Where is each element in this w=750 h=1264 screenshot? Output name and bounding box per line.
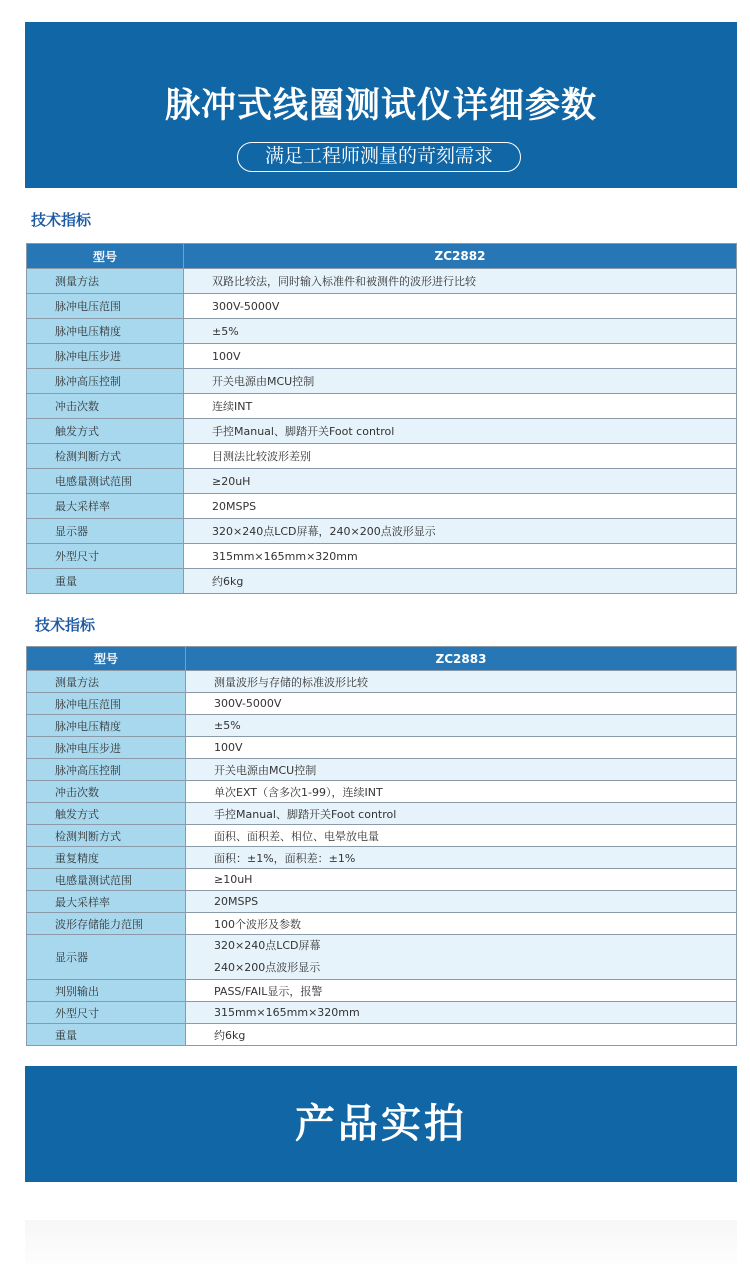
spec-value — [186, 935, 737, 980]
spec-value: 20MSPS — [184, 494, 737, 519]
table-row — [27, 444, 737, 469]
spec-value: 300V-5000V — [186, 693, 737, 715]
spec-key: 重复精度 — [27, 847, 186, 869]
table-header-row — [27, 244, 737, 269]
spec-key: 脉冲电压精度 — [27, 319, 184, 344]
table-row — [27, 294, 737, 319]
table-row — [27, 781, 737, 803]
spec-value: 约6kg — [186, 1024, 737, 1046]
spec-key: 冲击次数 — [27, 394, 184, 419]
spec-key: 最大采样率 — [27, 494, 184, 519]
spec-key: 外型尺寸 — [27, 1002, 186, 1024]
table-row — [27, 693, 737, 715]
table-row — [27, 847, 737, 869]
header-model-value: ZC2882 — [184, 244, 737, 269]
header-model-label: 型号 — [27, 244, 184, 269]
spec-value-line: 320×240点LCD屏幕 — [214, 939, 321, 952]
spec-key: 重量 — [27, 1024, 186, 1046]
spec-value: 100V — [186, 737, 737, 759]
table-row — [27, 319, 737, 344]
spec-value: 300V-5000V — [184, 294, 737, 319]
spec-value: 手控Manual、脚踏开关Foot control — [184, 419, 737, 444]
spec-key: 脉冲电压范围 — [27, 693, 186, 715]
spec-value: PASS/FAIL显示，报警 — [186, 980, 737, 1002]
table-row — [27, 869, 737, 891]
table-row — [27, 825, 737, 847]
table-row — [27, 469, 737, 494]
table-row — [27, 715, 737, 737]
spec-key: 脉冲高压控制 — [27, 759, 186, 781]
spec-key: 冲击次数 — [27, 781, 186, 803]
spec-value: 面积：±1%，面积差：±1% — [186, 847, 737, 869]
spec-value: 连续INT — [184, 394, 737, 419]
table-row — [27, 269, 737, 294]
table-row — [27, 913, 737, 935]
spec-value: 单次EXT（含多次1-99），连续INT — [186, 781, 737, 803]
spec-key: 检测判断方式 — [27, 825, 186, 847]
header-banner — [25, 22, 737, 188]
header-model-label: 型号 — [27, 647, 186, 671]
spec-key: 最大采样率 — [27, 891, 186, 913]
spec-value: 320×240点LCD屏幕，240×200点波形显示 — [184, 519, 737, 544]
spec-value: 开关电源由MCU控制 — [186, 759, 737, 781]
table-row — [27, 494, 737, 519]
spec-value: 约6kg — [184, 569, 737, 594]
spec-key: 检测判断方式 — [27, 444, 184, 469]
spec-table-zc2883 — [26, 646, 737, 1046]
spec-value: 目测法比较波形差别 — [184, 444, 737, 469]
spec-key: 脉冲高压控制 — [27, 369, 184, 394]
spec-key: 电感量测试范围 — [27, 869, 186, 891]
product-photo-area — [25, 1220, 737, 1264]
spec-value: 20MSPS — [186, 891, 737, 913]
table-row — [27, 544, 737, 569]
spec-value: 手控Manual、脚踏开关Foot control — [186, 803, 737, 825]
table-row — [27, 980, 737, 1002]
spec-key: 脉冲电压步进 — [27, 737, 186, 759]
spec-value: 开关电源由MCU控制 — [184, 369, 737, 394]
table-row — [27, 671, 737, 693]
table-row — [27, 369, 737, 394]
table-row — [27, 737, 737, 759]
spec-key: 重量 — [27, 569, 184, 594]
spec-table-zc2882 — [26, 243, 737, 594]
product-photo-title: 产品实拍 — [295, 1101, 467, 1147]
spec-key: 触发方式 — [27, 419, 184, 444]
table-row — [27, 803, 737, 825]
table-row — [27, 569, 737, 594]
table-row — [27, 1024, 737, 1046]
spec-key: 外型尺寸 — [27, 544, 184, 569]
spec-key: 显示器 — [27, 519, 184, 544]
table-row — [27, 394, 737, 419]
table-row — [27, 419, 737, 444]
spec-value: 面积、面积差、相位、电晕放电量 — [186, 825, 737, 847]
spec-value: ≥20uH — [184, 469, 737, 494]
spec-value: 双路比较法，同时输入标准件和被测件的波形进行比较 — [184, 269, 737, 294]
spec-value: 100个波形及参数 — [186, 913, 737, 935]
spec-key: 波形存储能力范围 — [27, 913, 186, 935]
spec-value: 测量波形与存储的标准波形比较 — [186, 671, 737, 693]
subtitle-pill: 满足工程师测量的苛刻需求 — [237, 142, 521, 172]
product-photo-banner — [25, 1066, 737, 1182]
spec-value-line: 240×200点波形显示 — [214, 961, 321, 974]
header-model-value: ZC2883 — [186, 647, 737, 671]
section-label-1: 技术指标 — [31, 211, 92, 229]
spec-value: ≥10uH — [186, 869, 737, 891]
spec-value: 100V — [184, 344, 737, 369]
table-row — [27, 344, 737, 369]
table-row — [27, 1002, 737, 1024]
spec-key: 测量方法 — [27, 269, 184, 294]
spec-value: ±5% — [184, 319, 737, 344]
spec-key: 脉冲电压范围 — [27, 294, 184, 319]
table-row — [27, 519, 737, 544]
spec-value: ±5% — [186, 715, 737, 737]
spec-key: 触发方式 — [27, 803, 186, 825]
spec-key: 测量方法 — [27, 671, 186, 693]
spec-key: 脉冲电压步进 — [27, 344, 184, 369]
page-title: 脉冲式线圈测试仪详细参数 — [164, 86, 597, 126]
table-row — [27, 759, 737, 781]
spec-key: 电感量测试范围 — [27, 469, 184, 494]
table-row — [27, 935, 737, 980]
spec-value: 315mm×165mm×320mm — [186, 1002, 737, 1024]
spec-key: 脉冲电压精度 — [27, 715, 186, 737]
section-label-2: 技术指标 — [35, 616, 96, 634]
table-header-row — [27, 647, 737, 671]
spec-key: 判别输出 — [27, 980, 186, 1002]
spec-key: 显示器 — [27, 935, 186, 980]
spec-value: 315mm×165mm×320mm — [184, 544, 737, 569]
table-row — [27, 891, 737, 913]
